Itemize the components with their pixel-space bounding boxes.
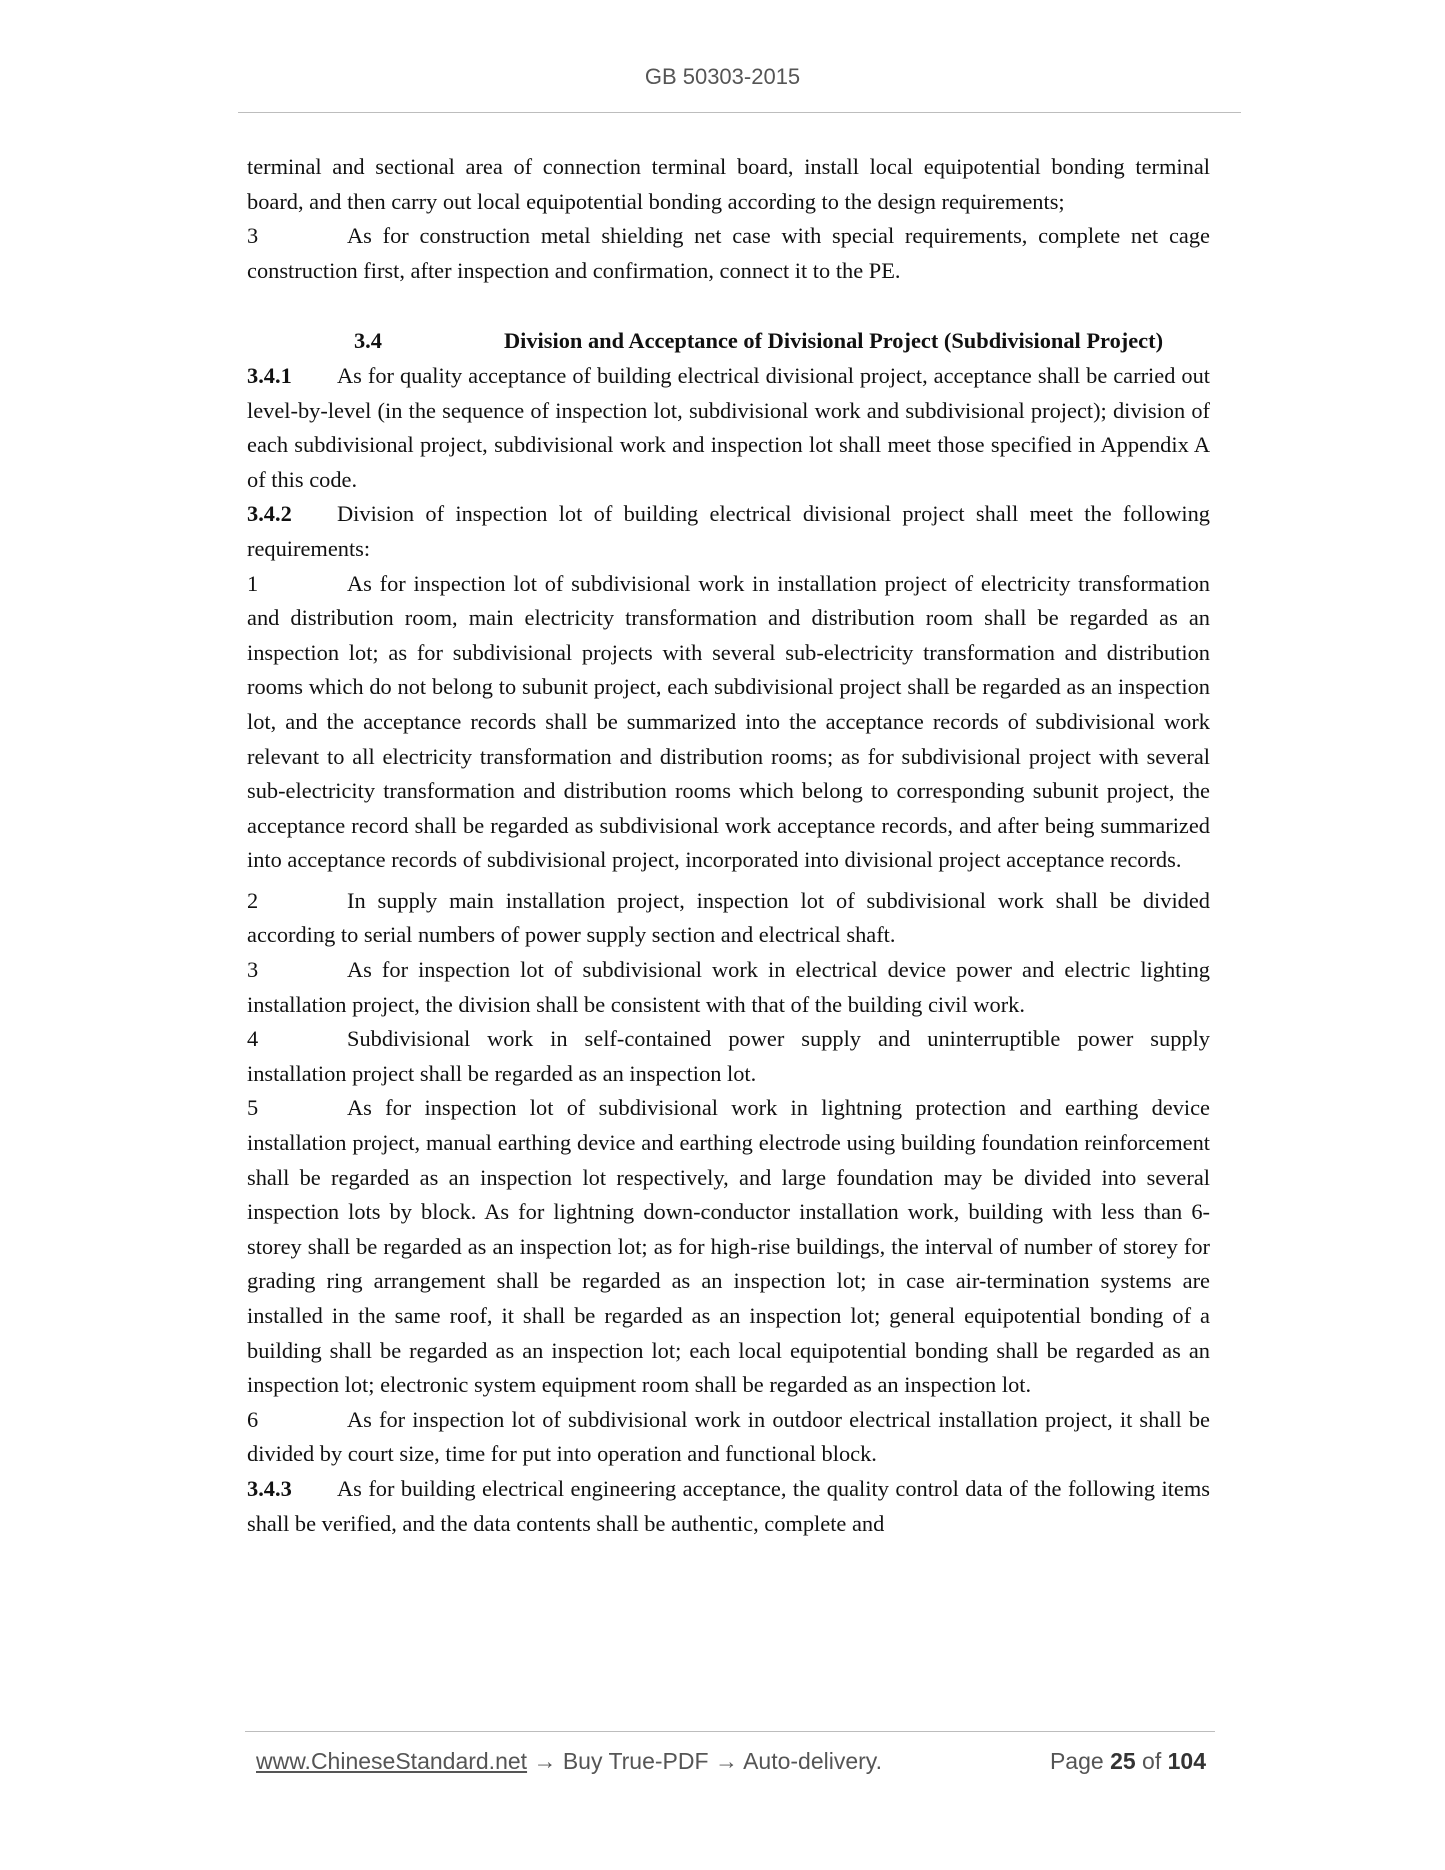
page-label: Page (1049, 1748, 1104, 1774)
paragraph-continuation: terminal and sectional area of connection terminal board, install local equipotential bonding terminal board, and then carry out local equipotential bonding according to the design requirements; (247, 154, 1210, 214)
clause-3-4-1 (247, 359, 1210, 497)
list-item (247, 1022, 1210, 1091)
list-item (247, 1403, 1210, 1472)
clause-text: Division of inspection lot of building electrical divisional project shall meet the following requirements: (247, 501, 1210, 561)
clause-text: As for quality acceptance of building electrical divisional project, acceptance shall be carried out level-by-level (in the sequence of inspection lot, subdivisional work and subdivisional project); division of each subdivisional project, subdivisional work and inspection lot shall meet those specified in Appendix A of this code. (247, 362, 1210, 492)
item-text: As for inspection lot of subdivisional work in installation project of electricity transformation and distribution room, main electricity transformation and distribution room shall be regarded as an inspection lot; as for subdivisional projects with several sub-electricity transformation and distribution rooms which do not belong to subunit project, each subdivisional project shall be regarded as an inspection lot, and the acceptance records shall be summarized into the acceptance records of subdivisional work relevant to all electricity transformation and distribution rooms; as for subdivisional project with several sub-electricity transformation and distribution rooms which belong to corresponding subunit project, the acceptance record shall be regarded as subdivisional work acceptance records, and after being summarized into acceptance records of subdivisional project, incorporated into divisional project acceptance records. (247, 570, 1210, 873)
list-item (247, 1091, 1210, 1402)
page-indicator (1050, 1748, 1206, 1775)
spacer (247, 288, 1210, 324)
website-link[interactable]: www.ChineseStandard.net (256, 1748, 528, 1774)
item-number: 5 (247, 1095, 259, 1121)
arrow-right-icon: → (533, 1748, 557, 1774)
list-item (247, 219, 1210, 288)
item-text: As for inspection lot of subdivisional work in electrical device power and electric lighting installation project, the division shall be consistent with that of the building civil work. (247, 957, 1210, 1017)
page-number: 25 (1110, 1748, 1136, 1774)
item-number: 4 (247, 1026, 259, 1052)
item-number: 2 (247, 887, 259, 913)
item-number: 1 (247, 570, 259, 596)
document-body (247, 150, 1210, 1541)
list-item (247, 567, 1210, 878)
clause-number: 3.4.2 (247, 501, 292, 527)
item-text: As for inspection lot of subdivisional work in outdoor electrical installation project, it shall be divided by court size, time for put into operation and functional block. (247, 1406, 1210, 1467)
page-header: GB 50303-2015 (644, 64, 801, 89)
arrow-right-icon: → (714, 1748, 738, 1774)
footer-divider (245, 1731, 1215, 1732)
item-text: As for inspection lot of subdivisional work in lightning protection and earthing device installation project, manual earthing device and earthing electrode using building foundation reinforcement shall be regarded as an inspection lot respectively, and large foundation may be divided into several inspection lots by block. As for lightning down-conductor installation work, building with less than 6-storey shall be regarded as an inspection lot; as for high-rise buildings, the interval of number of storey for grading ring arrangement shall be regarded as an inspection lot; in case air-termination systems are installed in the same roof, it shall be regarded as an inspection lot; general equipotential bonding of a building shall be regarded as an inspection lot; each local equipotential bonding shall be regarded as an inspection lot; electronic system equipment room shall be regarded as an inspection lot. (247, 1095, 1210, 1398)
clause-3-4-2 (247, 497, 1210, 566)
item-text: In supply main installation project, inspection lot of subdivisional work shall be divided according to serial numbers of power supply section and electrical shaft. (247, 887, 1210, 948)
item-number: 3 (247, 223, 259, 249)
clause-number: 3.4.3 (247, 1475, 292, 1501)
section-title: Division and Acceptance of Divisional Project (Subdivisional Project) (503, 328, 1164, 354)
clause-text: As for building electrical engineering acceptance, the quality control data of the following items shall be verified, and the data contents shall be authentic, complete and (247, 1475, 1210, 1536)
auto-delivery-text: Auto-delivery. (743, 1748, 882, 1774)
list-item (247, 953, 1210, 1022)
item-number: 6 (247, 1406, 259, 1432)
of-label: of (1142, 1748, 1162, 1774)
clause-number: 3.4.1 (247, 362, 292, 388)
total-pages: 104 (1167, 1748, 1206, 1774)
list-item (247, 884, 1210, 953)
clause-3-4-3 (247, 1472, 1210, 1541)
section-heading (247, 324, 1210, 359)
section-number: 3.4 (353, 328, 382, 354)
buy-pdf-text: Buy True-PDF (562, 1748, 709, 1774)
page-footer (256, 1748, 1206, 1775)
item-text: As for construction metal shielding net case with special requirements, complete net cage construction first, after inspection and confirmation, connect it to the PE. (247, 223, 1210, 283)
header-divider (238, 112, 1241, 113)
item-text: Subdivisional work in self-contained power supply and uninterruptible power supply installation project shall be regarded as an inspection lot. (247, 1026, 1210, 1086)
item-number: 3 (247, 957, 259, 983)
